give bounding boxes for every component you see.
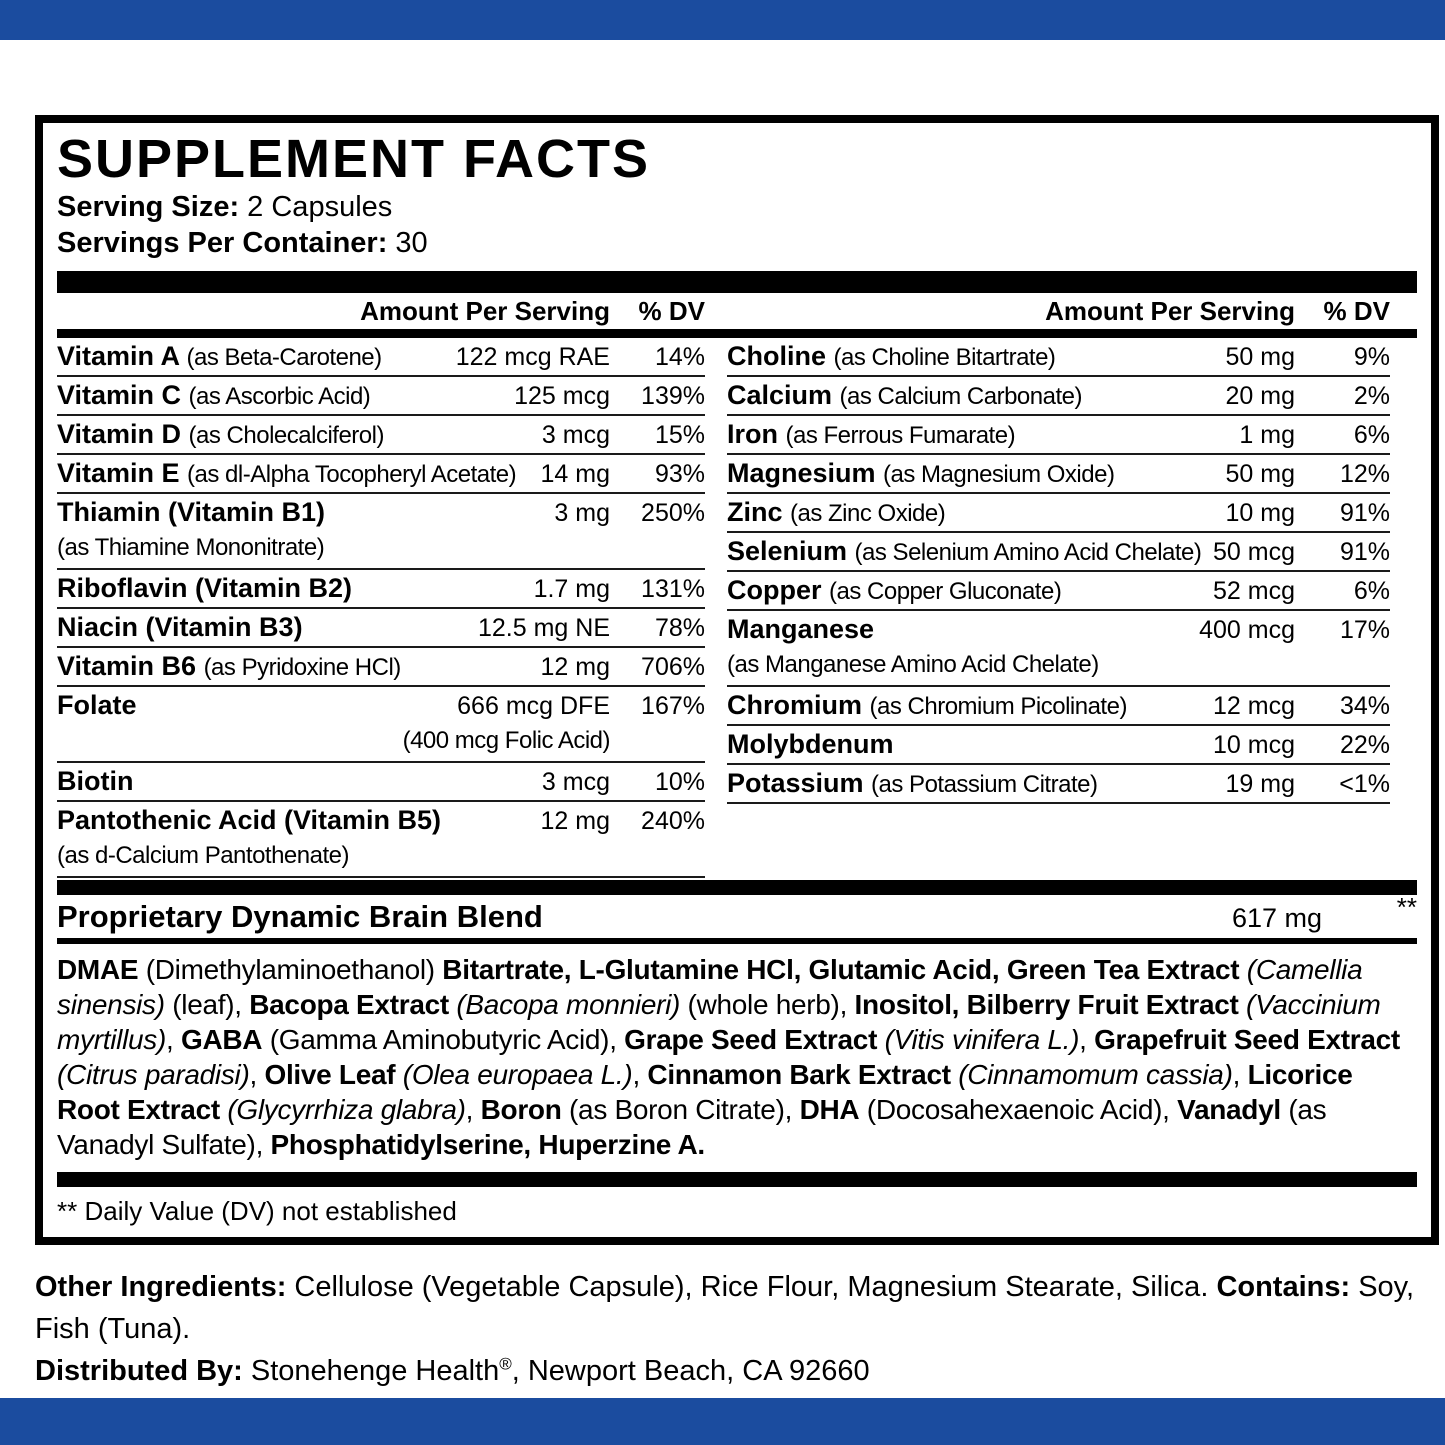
contains-label: Contains:: [1216, 1271, 1351, 1303]
nutrient-line: [57, 802, 705, 839]
blend-ingredient-segment: (Gamma Aminobutyric Acid),: [262, 1024, 625, 1055]
nutrient-dv: 6%: [1353, 421, 1390, 449]
nutrient-source-detail: (as Potassium Citrate): [871, 771, 1098, 798]
blend-ingredient-segment: (leaf),: [164, 989, 250, 1020]
nutrient-row: [57, 570, 705, 609]
nutrient-line: [57, 377, 705, 414]
nutrient-amount: 50 mg: [1225, 460, 1295, 488]
servings-label: Servings Per Container:: [57, 227, 388, 259]
blend-ingredient-segment: GABA: [180, 1024, 263, 1055]
nutrient-source-detail: (as Ascorbic Acid): [188, 383, 371, 410]
nutrient-amount: 52 mcg: [1213, 577, 1295, 605]
nutrient-dv: 78%: [654, 614, 705, 642]
distributed-by-line: [35, 1350, 1420, 1392]
nutrient-dv: 131%: [641, 575, 705, 603]
nutrient-amount: 20 mg: [1225, 382, 1295, 410]
blend-ingredient-segment: (Camellia sinensis): [57, 954, 1363, 1020]
serving-size-line: [57, 192, 1417, 223]
nutrient-name: Potassium (as Potassium Citrate): [727, 768, 1098, 798]
nutrient-amount: 50 mg: [1225, 343, 1295, 371]
nutrient-amount: 3 mcg: [541, 768, 610, 796]
nutrient-name: Niacin (Vitamin B3): [57, 612, 303, 642]
blend-ingredient-segment: Phosphatidylserine, Huperzine A.: [270, 1129, 705, 1160]
blend-ingredient-segment: Boron: [480, 1094, 562, 1125]
blend-ingredient-segment: (whole herb),: [680, 989, 855, 1020]
nutrient-row: [727, 338, 1390, 377]
nutrient-amount: 12.5 mg NE: [477, 614, 610, 642]
header-underline-bar: [57, 329, 1417, 338]
nutrient-source-detail: (as dl-Alpha Tocopheryl Acetate): [187, 461, 517, 488]
nutrient-dv: 22%: [1339, 731, 1390, 759]
nutrient-amount: 125 mcg: [514, 382, 610, 410]
nutrient-line: [727, 533, 1390, 570]
nutrient-name: Folate: [57, 690, 137, 720]
nutrient-table: [57, 338, 1417, 878]
nutrient-row: [727, 455, 1390, 494]
nutrient-name: Pantothenic Acid (Vitamin B5): [57, 805, 442, 835]
nutrient-line: [727, 455, 1390, 492]
nutrient-row: [57, 609, 705, 648]
nutrient-line: [57, 763, 705, 800]
nutrient-row: [57, 377, 705, 416]
nutrient-row: [57, 494, 705, 570]
blend-ingredient-segment: ,: [249, 1059, 265, 1090]
distributed-by-text: , Newport Beach, CA 92660: [511, 1355, 870, 1387]
nutrient-name: Thiamin (Vitamin B1): [57, 497, 326, 527]
nutrient-row: [57, 802, 705, 878]
amount-per-serving-header: Amount Per Serving: [360, 296, 610, 326]
other-ingredients-label: Other Ingredients:: [35, 1271, 287, 1303]
label-footer: [35, 1266, 1420, 1392]
nutrient-source-detail: (as Chromium Picolinate): [869, 693, 1127, 720]
registered-mark: ®: [499, 1354, 512, 1374]
nutrient-name: Zinc (as Zinc Oxide): [727, 497, 946, 527]
nutrient-amount: 1 mg: [1239, 421, 1295, 449]
nutrient-amount: 122 mcg RAE: [455, 343, 610, 371]
nutrient-dv: 14%: [654, 343, 705, 371]
nutrient-dv: 15%: [654, 421, 705, 449]
nutrient-name: Riboflavin (Vitamin B2): [57, 573, 353, 603]
nutrient-row: [57, 416, 705, 455]
nutrient-dv: 93%: [654, 460, 705, 488]
nutrient-source-detail: (as Magnesium Oxide): [883, 461, 1115, 488]
nutrient-name: Magnesium (as Magnesium Oxide): [727, 458, 1115, 488]
nutrient-row: [57, 687, 705, 763]
distributed-by-text: Stonehenge Health: [242, 1355, 500, 1387]
nutrient-line: [727, 377, 1390, 414]
blend-ingredient-segment: Cinnamon Bark Extract: [647, 1059, 959, 1090]
divider-bar: [57, 880, 1417, 895]
blend-ingredient-segment: ,: [632, 1059, 648, 1090]
dv-footnote: ** Daily Value (DV) not established: [57, 1196, 457, 1226]
blend-ingredient-segment: ,: [1079, 1024, 1095, 1055]
nutrient-name: Vitamin B6 (as Pyridoxine HCl): [57, 651, 401, 681]
nutrient-line: [727, 572, 1390, 609]
nutrient-row: [727, 611, 1390, 687]
nutrient-dv: 6%: [1353, 577, 1390, 605]
nutrient-dv: 2%: [1353, 382, 1390, 410]
blend-ingredient-segment: ,: [465, 1094, 481, 1125]
amount-per-serving-header: Amount Per Serving: [1045, 296, 1295, 326]
divider-bar: [57, 271, 1417, 293]
bottom-blue-bar: [0, 1398, 1445, 1445]
nutrient-amount: 19 mg: [1225, 770, 1295, 798]
nutrient-row: [727, 416, 1390, 455]
distributed-by-label: Distributed By:: [35, 1355, 243, 1387]
blend-dv-asterisks: **: [1396, 892, 1417, 922]
nutrient-amount: 12 mcg: [1213, 692, 1295, 720]
nutrient-row: [727, 533, 1390, 572]
nutrient-source-detail: (as Cholecalciferol): [188, 422, 384, 449]
nutrient-name: Molybdenum: [727, 729, 894, 759]
nutrient-row: [727, 494, 1390, 533]
blend-ingredient-segment: ,: [1232, 1059, 1248, 1090]
nutrient-line: [727, 726, 1390, 763]
divider-bar: [57, 938, 1417, 944]
blend-ingredient-segment: Vanadyl: [1177, 1094, 1281, 1125]
blend-ingredient-segment: (Dimethylaminoethanol): [138, 954, 443, 985]
nutrient-row: [57, 455, 705, 494]
nutrient-name: Vitamin E (as dl-Alpha Tocopheryl Acetate): [57, 458, 517, 488]
nutrient-dv: 167%: [641, 692, 705, 720]
column-headers: [57, 293, 1417, 329]
blend-ingredient-segment: Inositol, Bilberry Fruit Extract: [854, 989, 1247, 1020]
nutrient-name: Chromium (as Chromium Picolinate): [727, 690, 1127, 720]
blend-ingredient-segment: ,: [166, 1024, 181, 1055]
nutrient-line: [57, 648, 705, 685]
nutrient-line: [727, 416, 1390, 453]
blend-ingredients: [57, 952, 1417, 1162]
blend-ingredient-segment: (Vitis vinifera L.): [884, 1024, 1080, 1055]
nutrient-subline: (as d-Calcium Pantothenate): [57, 842, 349, 869]
nutrient-dv: <1%: [1339, 770, 1390, 798]
nutrient-source-detail: (as Pyridoxine HCl): [203, 654, 401, 681]
nutrient-amount: 400 mcg: [1199, 616, 1295, 644]
nutrient-name: Vitamin C (as Ascorbic Acid): [57, 380, 371, 410]
blend-ingredient-segment: Grapefruit Seed Extract: [1094, 1024, 1400, 1055]
top-blue-bar: [0, 0, 1445, 40]
percent-dv-header: % DV: [1323, 296, 1390, 326]
nutrient-amount: 3 mcg: [541, 421, 610, 449]
right-column-header: [727, 293, 1390, 329]
nutrient-amount: 666 mcg DFE: [457, 692, 610, 720]
nutrient-amount: 50 mcg: [1213, 538, 1295, 566]
contains-text: Soy, Fish (Tuna).: [35, 1271, 1415, 1345]
blend-ingredient-segment: Bacopa Extract: [249, 989, 457, 1020]
nutrient-name: Vitamin A (as Beta-Carotene): [57, 341, 382, 371]
nutrient-column-left: [57, 338, 705, 878]
blend-ingredient-segment: (Cinnamomum cassia): [958, 1059, 1233, 1090]
nutrient-line: [57, 687, 705, 724]
nutrient-row: [727, 726, 1390, 765]
nutrient-dv: 91%: [1339, 499, 1390, 527]
nutrient-amount: 3 mg: [554, 499, 610, 527]
blend-ingredient-segment: DMAE: [57, 954, 139, 985]
nutrient-source-detail: (as Choline Bitartrate): [833, 344, 1056, 371]
nutrient-dv: 91%: [1339, 538, 1390, 566]
nutrient-name: Selenium (as Selenium Amino Acid Chelate): [727, 536, 1202, 566]
nutrient-dv: 34%: [1339, 692, 1390, 720]
left-column-header: [57, 293, 705, 329]
nutrient-row: [57, 763, 705, 802]
blend-amount: 617 mg: [1231, 903, 1322, 933]
nutrient-line: [57, 416, 705, 453]
blend-ingredient-segment: (Olea europaea L.): [402, 1059, 633, 1090]
proprietary-blend-row: [57, 892, 1417, 938]
nutrient-line: [57, 455, 705, 492]
nutrient-row: [727, 377, 1390, 416]
blend-ingredient-segment: (Citrus paradisi): [57, 1059, 250, 1090]
nutrient-amount: 14 mg: [540, 460, 610, 488]
servings-per-container-line: [57, 228, 1417, 259]
nutrient-line: [727, 611, 1390, 648]
nutrient-source-detail: (as Ferrous Fumarate): [785, 422, 1016, 449]
nutrient-line: [57, 609, 705, 646]
nutrient-column-right: [727, 338, 1390, 878]
nutrient-amount: 1.7 mg: [533, 575, 610, 603]
nutrient-dv: 139%: [641, 382, 705, 410]
nutrient-row: [727, 687, 1390, 726]
nutrient-dv: 706%: [641, 653, 705, 681]
blend-ingredient-segment: (Docosahexaenoic Acid),: [859, 1094, 1178, 1125]
nutrient-name: Manganese: [727, 614, 875, 644]
blend-ingredient-segment: Licorice Root Extract: [57, 1059, 1353, 1125]
nutrient-row: [57, 648, 705, 687]
blend-ingredient-segment: (as Vanadyl Sulfate),: [57, 1094, 1327, 1160]
supplement-facts-panel: [35, 115, 1439, 1245]
blend-title: Proprietary Dynamic Brain Blend: [57, 899, 543, 934]
blend-ingredient-segment: Bitartrate, L-Glutamine HCl, Glutamic Acid, Green Tea Extract: [442, 954, 1247, 985]
nutrient-source-detail: (as Calcium Carbonate): [839, 383, 1082, 410]
nutrient-name: Choline (as Choline Bitartrate): [727, 341, 1056, 371]
divider-bar: [57, 1172, 1417, 1187]
servings-value: 30: [387, 227, 428, 259]
nutrient-line: [57, 570, 705, 607]
serving-size-label: Serving Size:: [57, 191, 240, 223]
blend-ingredient-segment: (Glycyrrhiza glabra): [227, 1094, 466, 1125]
nutrient-line: [727, 494, 1390, 531]
blend-ingredient-segment: Grape Seed Extract: [624, 1024, 885, 1055]
nutrient-dv: 12%: [1339, 460, 1390, 488]
percent-dv-header: % DV: [638, 296, 705, 326]
nutrient-name: Copper (as Copper Gluconate): [727, 575, 1062, 605]
blend-ingredient-segment: (Vaccinium myrtillus): [57, 989, 1381, 1055]
other-ingredients-text: Cellulose (Vegetable Capsule), Rice Flour, Magnesium Stearate, Silica.: [286, 1271, 1217, 1303]
nutrient-source-detail: (as Selenium Amino Acid Chelate): [854, 539, 1202, 566]
nutrient-row: [727, 765, 1390, 804]
blend-ingredient-segment: (as Boron Citrate),: [561, 1094, 800, 1125]
nutrient-amount: 12 mg: [540, 653, 610, 681]
nutrient-name: Biotin: [57, 766, 134, 796]
nutrient-amount: 12 mg: [540, 807, 610, 835]
nutrient-dv: 17%: [1339, 616, 1390, 644]
nutrient-dv: 240%: [641, 807, 705, 835]
nutrient-row: [727, 572, 1390, 611]
nutrient-source-detail: (as Beta-Carotene): [186, 344, 382, 371]
other-ingredients-line: [35, 1266, 1420, 1350]
nutrient-name: Vitamin D (as Cholecalciferol): [57, 419, 384, 449]
nutrient-subline: (400 mcg Folic Acid): [402, 727, 610, 754]
nutrient-name: Calcium (as Calcium Carbonate): [727, 380, 1082, 410]
nutrient-amount: 10 mg: [1225, 499, 1295, 527]
blend-ingredient-segment: Olive Leaf: [264, 1059, 403, 1090]
panel-title: SUPPLEMENT FACTS: [57, 129, 651, 189]
nutrient-line: [57, 494, 705, 531]
nutrient-row: [57, 338, 705, 377]
nutrient-line: [727, 687, 1390, 724]
nutrient-dv: 9%: [1353, 343, 1390, 371]
blend-ingredient-segment: DHA: [799, 1094, 860, 1125]
nutrient-subline: (as Thiamine Mononitrate): [57, 534, 325, 561]
nutrient-line: [727, 765, 1390, 802]
nutrient-source-detail: (as Copper Gluconate): [829, 578, 1062, 605]
serving-size-value: 2 Capsules: [239, 191, 393, 223]
nutrient-name: Iron (as Ferrous Fumarate): [727, 419, 1016, 449]
nutrient-source-detail: (as Zinc Oxide): [790, 500, 946, 527]
nutrient-line: [727, 338, 1390, 375]
nutrient-amount: 10 mcg: [1213, 731, 1295, 759]
nutrient-line: [57, 338, 705, 375]
nutrient-dv: 250%: [641, 499, 705, 527]
nutrient-subline: (as Manganese Amino Acid Chelate): [727, 651, 1099, 678]
blend-ingredient-segment: (Bacopa monnieri): [456, 989, 681, 1020]
nutrient-dv: 10%: [654, 768, 705, 796]
